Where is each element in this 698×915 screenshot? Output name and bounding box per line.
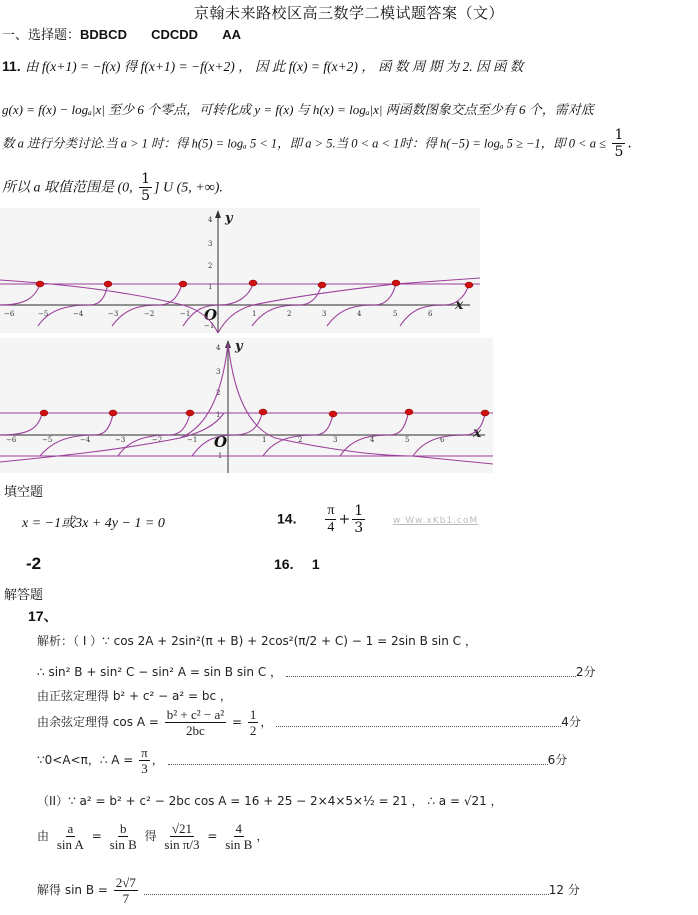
numerator: 2√7	[115, 875, 136, 890]
svg-text:x: x	[455, 297, 464, 313]
cosine-law-text: 由余弦定理得 cos A =	[37, 715, 159, 729]
svg-text:O: O	[214, 433, 228, 451]
graph-a-greater-than-1	[0, 208, 480, 333]
pi-third-fraction	[139, 746, 150, 775]
q11-line-1	[2, 55, 523, 75]
numerator: b² + c² − a²	[166, 707, 225, 722]
denominator: sin A	[56, 837, 84, 852]
svg-text:5: 5	[405, 436, 410, 444]
leader-dots	[168, 756, 548, 765]
numerator: 4	[235, 821, 243, 836]
equals: =	[207, 829, 218, 843]
q14-row	[277, 504, 367, 535]
q11-text-1: 由 f(x+1) = −f(x) 得 f(x+1) = −f(x+2) ， 因 此 f(x) = f(x+2) ， 函 数 周 期 为 2. 因 函 数	[25, 59, 524, 74]
comma: ，	[151, 753, 164, 767]
q11-text-3: 数 a 进行分类讨论.当 a > 1 时：得 h(5) = logₐ 5 < 1，即 a > 5.当 0 < a < 1时：得 h(−5) = logₐ 5 ≥ −1，即 0 < a ≤	[2, 136, 606, 151]
choice-label: 一、选择题：	[2, 28, 81, 43]
q15-answer: -2	[26, 554, 42, 573]
svg-text:−1: −1	[187, 436, 198, 444]
range-text-end: ] U (5, +∞).	[154, 180, 223, 196]
q17-line-2	[37, 663, 596, 680]
fill-section-label: 填空题	[4, 485, 44, 500]
graph-1-svg	[0, 208, 480, 333]
fraction-one-third	[352, 504, 365, 535]
period: .	[627, 135, 632, 152]
svg-text:4: 4	[216, 344, 221, 352]
score-2: 2分	[575, 665, 596, 679]
q17-line-5	[37, 746, 567, 775]
denominator: 2	[249, 723, 257, 738]
fraction-one-fifth-2	[139, 172, 152, 203]
q11-line-3	[2, 128, 632, 159]
q11-line-4	[2, 172, 223, 203]
q14-number: 14.	[277, 510, 297, 527]
cos-fraction	[165, 708, 226, 737]
q17-line-4	[37, 708, 581, 737]
svg-text:2: 2	[216, 389, 221, 397]
leader-dots	[276, 718, 561, 727]
angle-range-text: ∵0<A<π，∴ A =	[37, 753, 134, 767]
numerator: √21	[171, 821, 193, 836]
comma: ，	[260, 715, 273, 729]
denominator: 3	[141, 761, 148, 776]
denominator: sin B	[109, 837, 137, 852]
svg-text:−4: −4	[73, 310, 84, 318]
equals: =	[91, 829, 102, 843]
numerator: 1	[614, 127, 624, 143]
svg-text:−2: −2	[152, 436, 163, 444]
four-over-sinb-fraction	[223, 822, 254, 851]
plus-sign: +	[338, 511, 351, 528]
svg-text:1: 1	[252, 310, 257, 318]
choice-answers-2: CDCDD	[151, 27, 199, 42]
fraction-pi-over-4	[325, 504, 336, 535]
svg-text:−1: −1	[180, 310, 191, 318]
svg-text:1: 1	[208, 283, 213, 291]
solve-sinb-text: 解得 sin B =	[37, 883, 108, 897]
svg-text:−2: −2	[144, 310, 155, 318]
denominator: 7	[122, 891, 130, 906]
q17-line-3: 由正弦定理得 b² + c² − a² = bc ，	[37, 689, 232, 703]
sine-law-fraction-b	[108, 822, 139, 851]
de-text: 得	[144, 829, 157, 843]
q17-line-1: 解析：（ I ）∵ cos 2A + 2sin²(π + B) + 2cos²(π/2 + C) − 1 = 2sin B sin C ，	[37, 634, 477, 648]
svg-text:1: 1	[262, 436, 267, 444]
q16-answer: 1	[311, 556, 320, 572]
q13-answer: x = −1或3x + 4y − 1 = 0	[22, 516, 165, 531]
svg-text:−4: −4	[80, 436, 91, 444]
equals: =	[231, 715, 243, 729]
sine-law-fraction-a	[55, 822, 86, 851]
svg-text:y: y	[225, 211, 233, 226]
svg-text:5: 5	[393, 310, 398, 318]
svg-text:2: 2	[298, 436, 303, 444]
svg-text:−3: −3	[108, 310, 119, 318]
leader-dots	[144, 886, 549, 895]
choice-answers-3: AA	[222, 27, 241, 42]
svg-text:3: 3	[322, 310, 327, 318]
score-4: 4分	[561, 715, 581, 729]
sinb-value-fraction	[114, 876, 138, 905]
denominator: 5	[614, 144, 624, 160]
choice-answers-1: BDBCD	[80, 27, 127, 42]
half-fraction	[248, 708, 259, 737]
range-text-start: 所以 a 取值范围是 (0,	[2, 180, 133, 196]
graph-2-svg	[0, 338, 493, 473]
q17-line-8	[37, 876, 580, 905]
q11-text-2: g(x) = f(x) − logₐ|x| 至少 6 个零点，可转化成 y = f(x) 与 h(x) = logₐ|x| 两函数图象交点至少有 6 个，需对底	[2, 102, 594, 117]
q17-line-7	[37, 822, 268, 851]
page-title: 京翰未来路校区高三数学二模试题答案（文）	[193, 4, 504, 22]
q11-line-2	[2, 99, 594, 118]
denominator: 4	[327, 520, 335, 535]
you-text: 由	[37, 829, 50, 843]
svg-text:6: 6	[440, 436, 445, 444]
solve-section-label: 解答题	[4, 588, 44, 603]
denominator: sin π/3	[164, 837, 200, 852]
svg-text:−1: −1	[204, 322, 215, 330]
score-12: 12 分	[548, 883, 580, 897]
q11-number: 11.	[2, 58, 21, 74]
q16-number: 16.	[274, 556, 294, 572]
svg-text:1: 1	[216, 411, 221, 419]
q17-number: 17、	[28, 608, 58, 624]
svg-text:−6: −6	[6, 436, 17, 444]
denominator: 5	[141, 188, 151, 204]
denominator: sin B	[225, 837, 253, 852]
svg-text:y: y	[235, 339, 243, 354]
svg-text:3: 3	[208, 240, 213, 248]
svg-text:−5: −5	[38, 310, 49, 318]
watermark-link[interactable]: w Ww.xKb1.coM	[393, 516, 479, 526]
svg-text:3: 3	[333, 436, 338, 444]
svg-text:4: 4	[357, 310, 362, 318]
denominator: 2bc	[186, 723, 205, 738]
svg-text:−6: −6	[4, 310, 15, 318]
svg-text:−3: −3	[115, 436, 126, 444]
svg-text:6: 6	[428, 310, 433, 318]
numerator: b	[119, 821, 127, 836]
leader-dots	[286, 668, 576, 677]
svg-text:2: 2	[208, 262, 213, 270]
svg-text:3: 3	[216, 368, 221, 376]
fraction-one-fifth	[612, 128, 625, 159]
denominator: 3	[354, 520, 364, 536]
score-6: 6分	[547, 753, 568, 767]
numerator: 1	[249, 707, 257, 722]
numerator: a	[67, 821, 74, 836]
numerator: 1	[354, 503, 364, 519]
q17-line-6: （II）∵ a² = b² + c² − 2bc cos A = 16 + 25 − 2×4×5×½ = 21 ， ∴ a = √21 ，	[37, 794, 503, 808]
sqrt21-fraction	[162, 822, 201, 851]
svg-text:O: O	[204, 306, 218, 324]
comma: ，	[256, 829, 269, 843]
q17-line-2-text: ∴ sin² B + sin² C − sin² A = sin B sin C ，	[37, 665, 283, 679]
choice-section	[2, 24, 241, 43]
numerator: π	[141, 745, 148, 760]
svg-text:4: 4	[370, 436, 375, 444]
svg-text:4: 4	[208, 216, 213, 224]
svg-text:−1: −1	[212, 452, 223, 460]
svg-text:x: x	[473, 425, 482, 441]
svg-text:−5: −5	[42, 436, 53, 444]
svg-text:2: 2	[287, 310, 292, 318]
q16-row	[274, 556, 320, 573]
graph-a-between-0-and-1	[0, 338, 493, 473]
numerator: 1	[141, 171, 151, 187]
numerator: π	[327, 503, 335, 518]
